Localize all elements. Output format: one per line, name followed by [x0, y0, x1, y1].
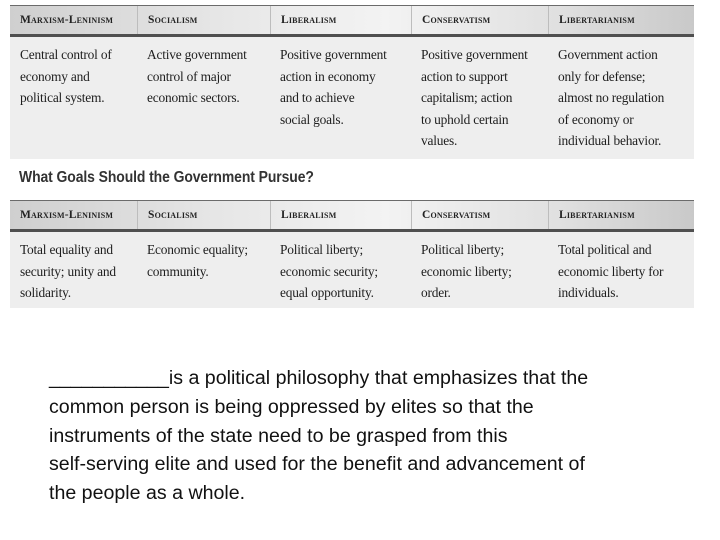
cell-marxism-leninism: [10, 232, 137, 308]
cell-line: individual behavior.: [558, 133, 662, 148]
cell-line: almost no regulation: [558, 90, 665, 105]
cell-line: Total political and: [558, 242, 652, 257]
cell-line: to uphold certain: [421, 111, 509, 127]
cell-socialism: [137, 37, 270, 159]
cell-libertarianism: [548, 232, 694, 308]
header-socialism: Socialism: [137, 201, 270, 229]
cell-line: action to support: [421, 68, 508, 84]
table-header-row: [10, 201, 694, 232]
cell-line: economy and: [20, 68, 90, 84]
table-row: [10, 37, 694, 159]
government-goals-table: [10, 200, 694, 308]
question-line: common person is being oppressed by elites so that the: [49, 395, 534, 418]
question-line: the people as a whole.: [49, 482, 246, 505]
cell-conservatism: [411, 37, 548, 159]
cell-line: social goals.: [280, 111, 344, 127]
header-marxism-leninism: Marxism-Leninism: [20, 14, 114, 26]
header-conservatism: Conservatism: [411, 6, 548, 34]
cell-line: community.: [147, 263, 209, 279]
header-marxism-leninism: Marxism-Leninism: [20, 209, 114, 221]
question-line: instruments of the state need to be grasped from this: [49, 424, 508, 447]
question-line: self-serving elite and used for the benefit and advancement of: [49, 453, 585, 476]
cell-line: economic liberty for: [558, 263, 664, 279]
cell-line: control of major: [147, 68, 231, 84]
fill-in-question: [49, 364, 669, 508]
header-liberalism: Liberalism: [270, 201, 411, 229]
cell-line: capitalism; action: [421, 90, 513, 105]
cell-socialism: [137, 232, 270, 308]
cell-libertarianism: [548, 37, 694, 159]
cell-line: Political liberty;: [421, 242, 505, 257]
cell-line: individuals.: [558, 285, 619, 300]
cell-line: economic security;: [280, 263, 378, 279]
cell-marxism-leninism: [10, 37, 137, 159]
cell-line: economic liberty;: [421, 263, 512, 279]
table-row: [10, 232, 694, 308]
cell-line: Central control of: [20, 47, 112, 62]
cell-line: solidarity.: [20, 285, 71, 300]
cell-line: values.: [421, 133, 458, 148]
government-role-table: [10, 5, 694, 159]
section-title: What Goals Should the Government Pursue?: [19, 169, 314, 186]
cell-line: and to achieve: [280, 90, 355, 105]
cell-line: Positive government: [280, 47, 387, 62]
cell-line: order.: [421, 285, 451, 300]
header-libertarianism: Libertarianism: [548, 201, 694, 229]
cell-liberalism: [270, 37, 411, 159]
header-libertarianism: Libertarianism: [548, 6, 694, 34]
cell-line: Active government: [147, 47, 247, 62]
header-socialism: Socialism: [137, 6, 270, 34]
table-header-row: [10, 6, 694, 37]
cell-line: only for defense;: [558, 68, 646, 84]
question-line: ___________is a political philosophy that emphasizes that the: [49, 367, 589, 389]
cell-line: Political liberty;: [280, 242, 364, 257]
cell-line: action in economy: [280, 68, 376, 84]
cell-line: Economic equality;: [147, 242, 248, 257]
cell-line: political system.: [20, 90, 105, 105]
cell-line: Government action: [558, 47, 658, 62]
cell-liberalism: [270, 232, 411, 308]
cell-line: of economy or: [558, 111, 634, 127]
cell-conservatism: [411, 232, 548, 308]
cell-line: Total equality and: [20, 242, 113, 257]
cell-line: security; unity and: [20, 263, 116, 279]
cell-line: Positive government: [421, 47, 528, 62]
header-liberalism: Liberalism: [270, 6, 411, 34]
cell-line: economic sectors.: [147, 90, 240, 105]
cell-line: equal opportunity.: [280, 285, 374, 300]
header-conservatism: Conservatism: [411, 201, 548, 229]
